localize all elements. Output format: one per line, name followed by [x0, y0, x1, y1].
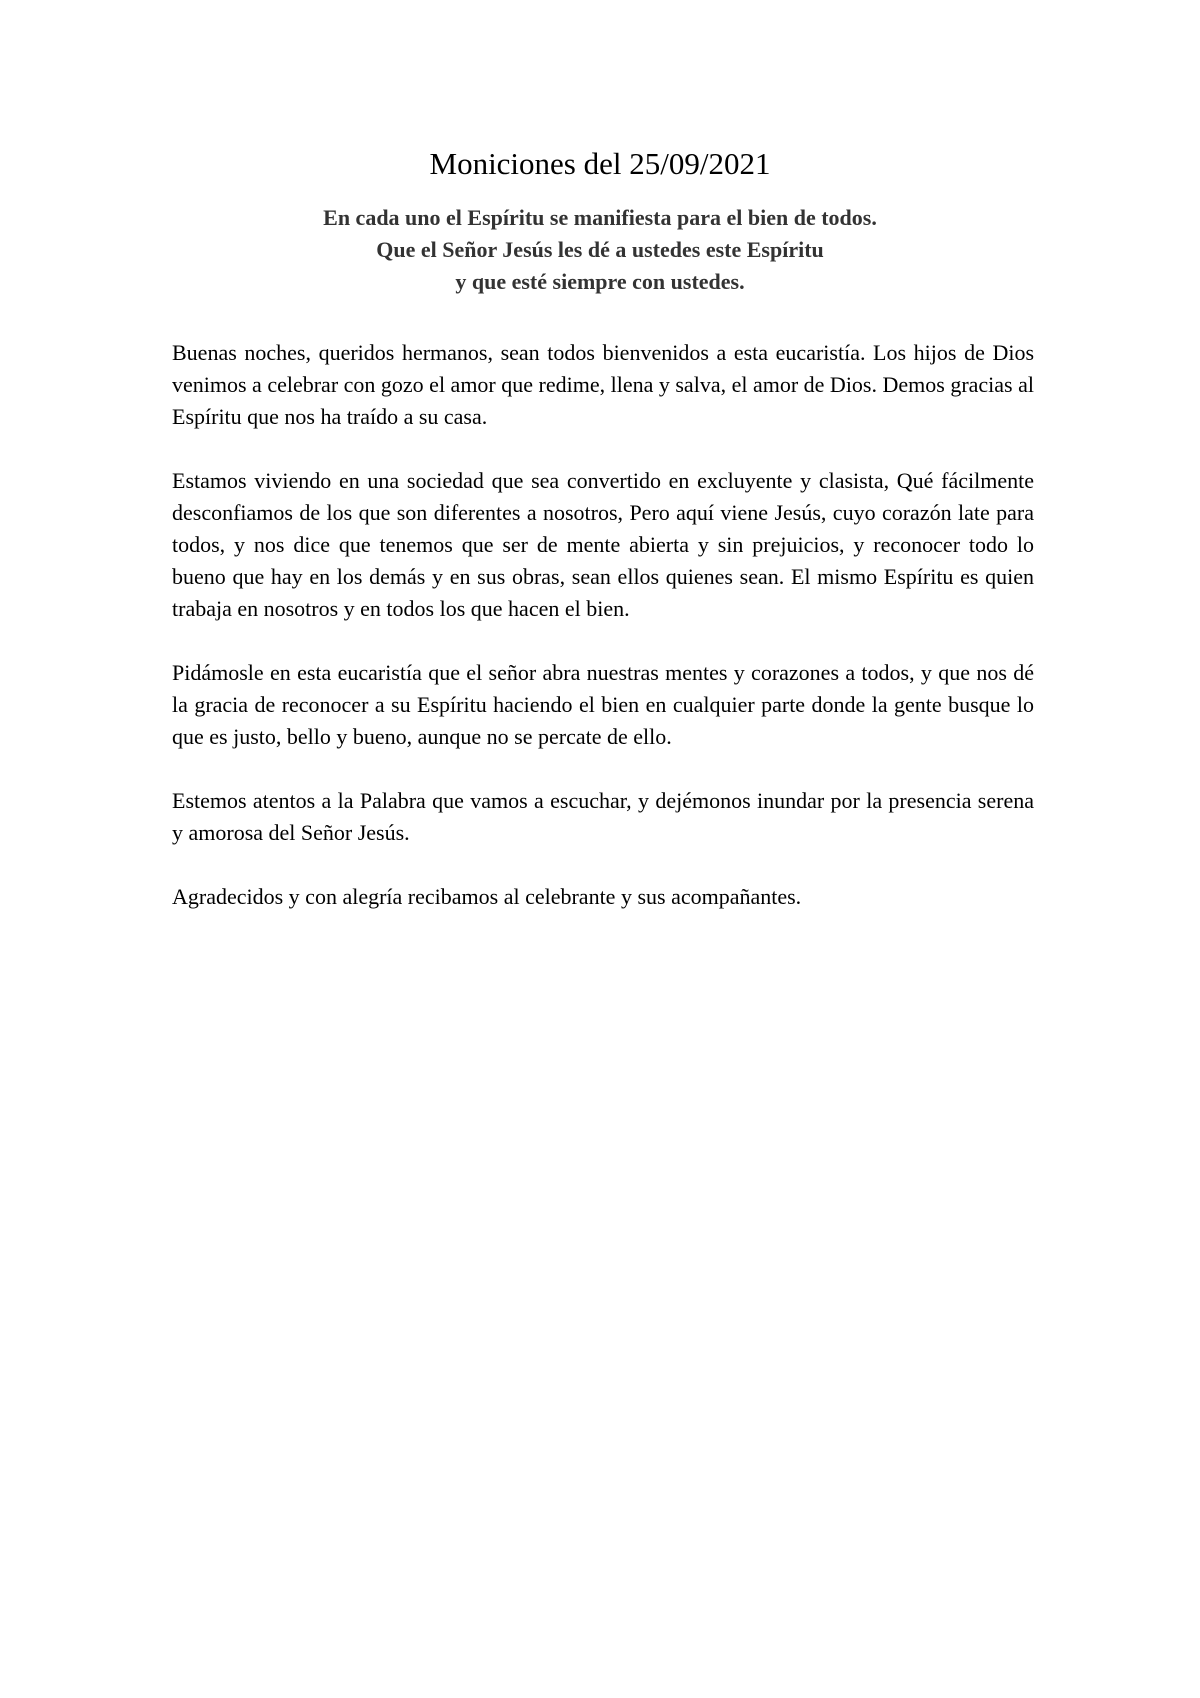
document-title: Moniciones del 25/09/2021: [429, 146, 771, 181]
paragraph-petition: Pidámosle en esta eucaristía que el señor abra nuestras mentes y corazones a todos, y que nos dé la gracia de reconocer a su Espíritu haciendo el bien en cualquier parte donde la gente busque lo que es justo, bello y bueno, aunque no se percate de ello.: [172, 660, 1034, 749]
paragraph-closing: Agradecidos y con alegría recibamos al celebrante y sus acompañantes.: [172, 884, 802, 909]
paragraph-greeting: Buenas noches, queridos hermanos, sean todos bienvenidos a esta eucaristía. Los hijos de Dios venimos a celebrar con gozo el amor que redime, llena y salva, el amor de Dios. Demos gracias al Espíritu que nos ha traído a su casa.: [172, 340, 1034, 429]
epigraph-line: y que esté siempre con ustedes.: [455, 269, 745, 294]
epigraph-line: Que el Señor Jesús les dé a ustedes este Espíritu: [376, 237, 824, 262]
paragraph-society: Estamos viviendo en una sociedad que sea convertido en excluyente y clasista, Qué fácilmente desconfiamos de los que son diferentes a nosotros, Pero aquí viene Jesús, cuyo corazón late para todos, y nos dice que tenemos que ser de mente abierta y sin prejuicios, y reconocer todo lo bueno que hay en los demás y en sus obras, sean ellos quienes sean. El mismo Espíritu es quien trabaja en nosotros y en todos los que hacen el bien.: [172, 468, 1034, 621]
epigraph-line: En cada uno el Espíritu se manifiesta para el bien de todos.: [323, 205, 877, 230]
epigraph: [0, 202, 1200, 298]
paragraph-word: Estemos atentos a la Palabra que vamos a escuchar, y dejémonos inundar por la presencia serena y amorosa del Señor Jesús.: [172, 788, 1034, 845]
document-body: [172, 337, 1034, 913]
